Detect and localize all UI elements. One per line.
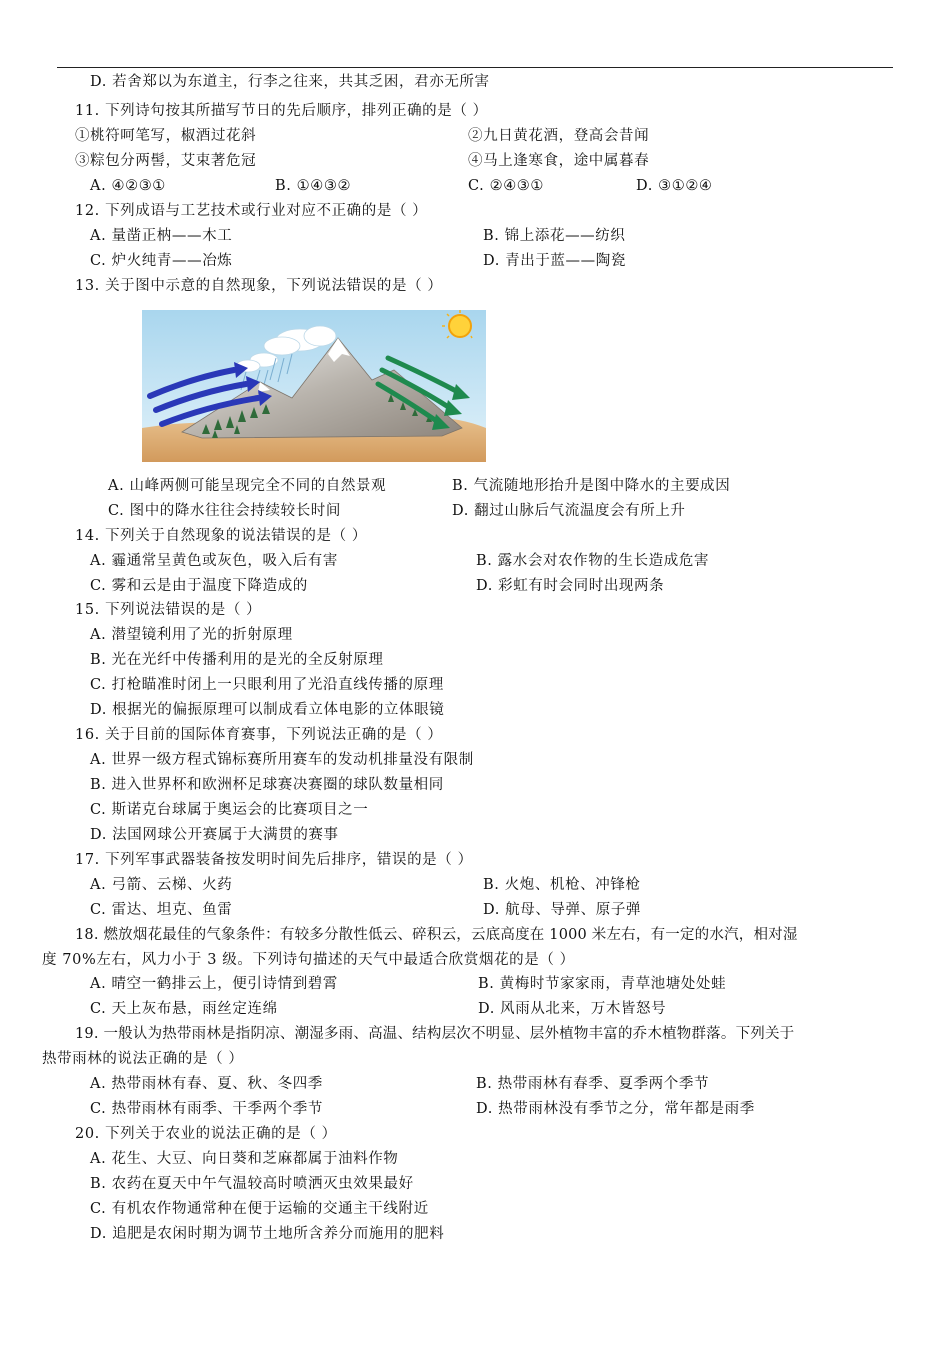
q11-item-3: ③粽包分两髻，艾束著危冠 [75, 153, 257, 169]
q19-stem-line-2: 热带雨林的说法正确的是（ ） [42, 1051, 244, 1067]
q15-option-b: B. 光在光纤中传播利用的是光的全反射原理 [90, 652, 384, 668]
q19-option-a: A. 热带雨林有春、夏、秋、冬四季 [90, 1076, 323, 1092]
q11-option-a: A. ④②③① [90, 178, 166, 194]
q20-stem: 20. 下列关于农业的说法正确的是（ ） [75, 1126, 337, 1142]
q11-option-b: B. ①④③② [275, 178, 352, 194]
q11-item-2: ②九日黄花酒，登高会昔闻 [468, 128, 650, 144]
q15-option-c: C. 打枪瞄准时闭上一只眼利用了光沿直线传播的原理 [90, 677, 444, 693]
q13-option-b: B. 气流随地形抬升是图中降水的主要成因 [452, 478, 731, 494]
q15-option-d: D. 根据光的偏振原理可以制成看立体电影的立体眼镜 [90, 702, 445, 718]
q12-option-a: A. 量凿正枘——木工 [90, 228, 233, 244]
q16-option-b: B. 进入世界杯和欧洲杯足球赛决赛圈的球队数量相同 [90, 777, 444, 793]
q16-option-a: A. 世界一级方程式锦标赛所用赛车的发动机排量没有限制 [90, 752, 474, 768]
q11-item-4: ④马上逢寒食，途中属暮春 [468, 153, 650, 169]
mountain-precipitation-diagram [142, 310, 486, 462]
q12-option-c: C. 炉火纯青——冶炼 [90, 253, 233, 269]
q14-option-b: B. 露水会对农作物的生长造成危害 [476, 553, 710, 569]
q18-stem-line-1: 18. 燃放烟花最佳的气象条件：有较多分散性低云、碎积云，云底高度在 1000 米左右，有一定的水汽，相对湿 [75, 927, 798, 943]
q12-stem: 12. 下列成语与工艺技术或行业对应不正确的是（ ） [75, 203, 428, 219]
q11-option-d: D. ③①②④ [636, 178, 713, 194]
q19-option-b: B. 热带雨林有春季、夏季两个季节 [476, 1076, 710, 1092]
q14-stem: 14. 下列关于自然现象的说法错误的是（ ） [75, 528, 367, 544]
q17-stem: 17. 下列军事武器装备按发明时间先后排序，错误的是（ ） [75, 852, 473, 868]
q18-option-d: D. 风雨从北来，万木皆怒号 [478, 1001, 667, 1017]
q18-option-a: A. 晴空一鹤排云上，便引诗情到碧霄 [90, 976, 338, 992]
q15-option-a: A. 潜望镜利用了光的折射原理 [90, 627, 293, 643]
q19-option-c: C. 热带雨林有雨季、干季两个季节 [90, 1101, 323, 1117]
q10-option-d: D. 若舍郑以为东道主，行李之往来，共其乏困，君亦无所害 [90, 74, 490, 90]
q19-stem-line-1: 19. 一般认为热带雨林是指阴凉、潮湿多雨、高温、结构层次不明显、层外植物丰富的乔木植物群落。下列关于 [75, 1026, 795, 1042]
q20-option-c: C. 有机农作物通常种在便于运输的交通主干线附近 [90, 1201, 429, 1217]
q20-option-d: D. 追肥是农闲时期为调节土地所含养分而施用的肥料 [90, 1226, 445, 1242]
q17-option-b: B. 火炮、机枪、冲锋枪 [483, 877, 641, 893]
q11-option-c: C. ②④③① [468, 178, 544, 194]
q15-stem: 15. 下列说法错误的是（ ） [75, 602, 262, 618]
q12-option-b: B. 锦上添花——纺织 [483, 228, 626, 244]
q18-stem-line-2: 度 70%左右，风力小于 3 级。下列诗句描述的天气中最适合欣赏烟花的是（ ） [42, 952, 575, 968]
q13-stem: 13. 关于图中示意的自然现象，下列说法错误的是（ ） [75, 278, 443, 294]
q20-option-a: A. 花生、大豆、向日葵和芝麻都属于油料作物 [90, 1151, 399, 1167]
q14-option-c: C. 雾和云是由于温度下降造成的 [90, 578, 308, 594]
q18-option-c: C. 天上灰布悬，雨丝定连绵 [90, 1001, 278, 1017]
q11-stem: 11. 下列诗句按其所描写节日的先后顺序，排列正确的是（ ） [75, 103, 488, 119]
q17-option-d: D. 航母、导弹、原子弹 [483, 902, 642, 918]
header-rule [57, 67, 893, 68]
q17-option-a: A. 弓箭、云梯、火药 [90, 877, 233, 893]
q18-option-b: B. 黄梅时节家家雨，青草池塘处处蛙 [478, 976, 727, 992]
q12-option-d: D. 青出于蓝——陶瓷 [483, 253, 626, 269]
q13-option-d: D. 翻过山脉后气流温度会有所上升 [452, 503, 686, 519]
q19-option-d: D. 热带雨林没有季节之分，常年都是雨季 [476, 1101, 755, 1117]
q13-option-a: A. 山峰两侧可能呈现完全不同的自然景观 [108, 478, 387, 494]
q16-option-c: C. 斯诺克台球属于奥运会的比赛项目之一 [90, 802, 369, 818]
q14-option-d: D. 彩虹有时会同时出现两条 [476, 578, 665, 594]
q11-item-1: ①桃符呵笔写，椒酒过花斜 [75, 128, 257, 144]
q16-option-d: D. 法国网球公开赛属于大满贯的赛事 [90, 827, 339, 843]
q14-option-a: A. 霾通常呈黄色或灰色，吸入后有害 [90, 553, 338, 569]
q17-option-c: C. 雷达、坦克、鱼雷 [90, 902, 233, 918]
q20-option-b: B. 农药在夏天中午气温较高时喷洒灭虫效果最好 [90, 1176, 414, 1192]
q16-stem: 16. 关于目前的国际体育赛事，下列说法正确的是（ ） [75, 727, 443, 743]
q13-option-c: C. 图中的降水往往会持续较长时间 [108, 503, 341, 519]
